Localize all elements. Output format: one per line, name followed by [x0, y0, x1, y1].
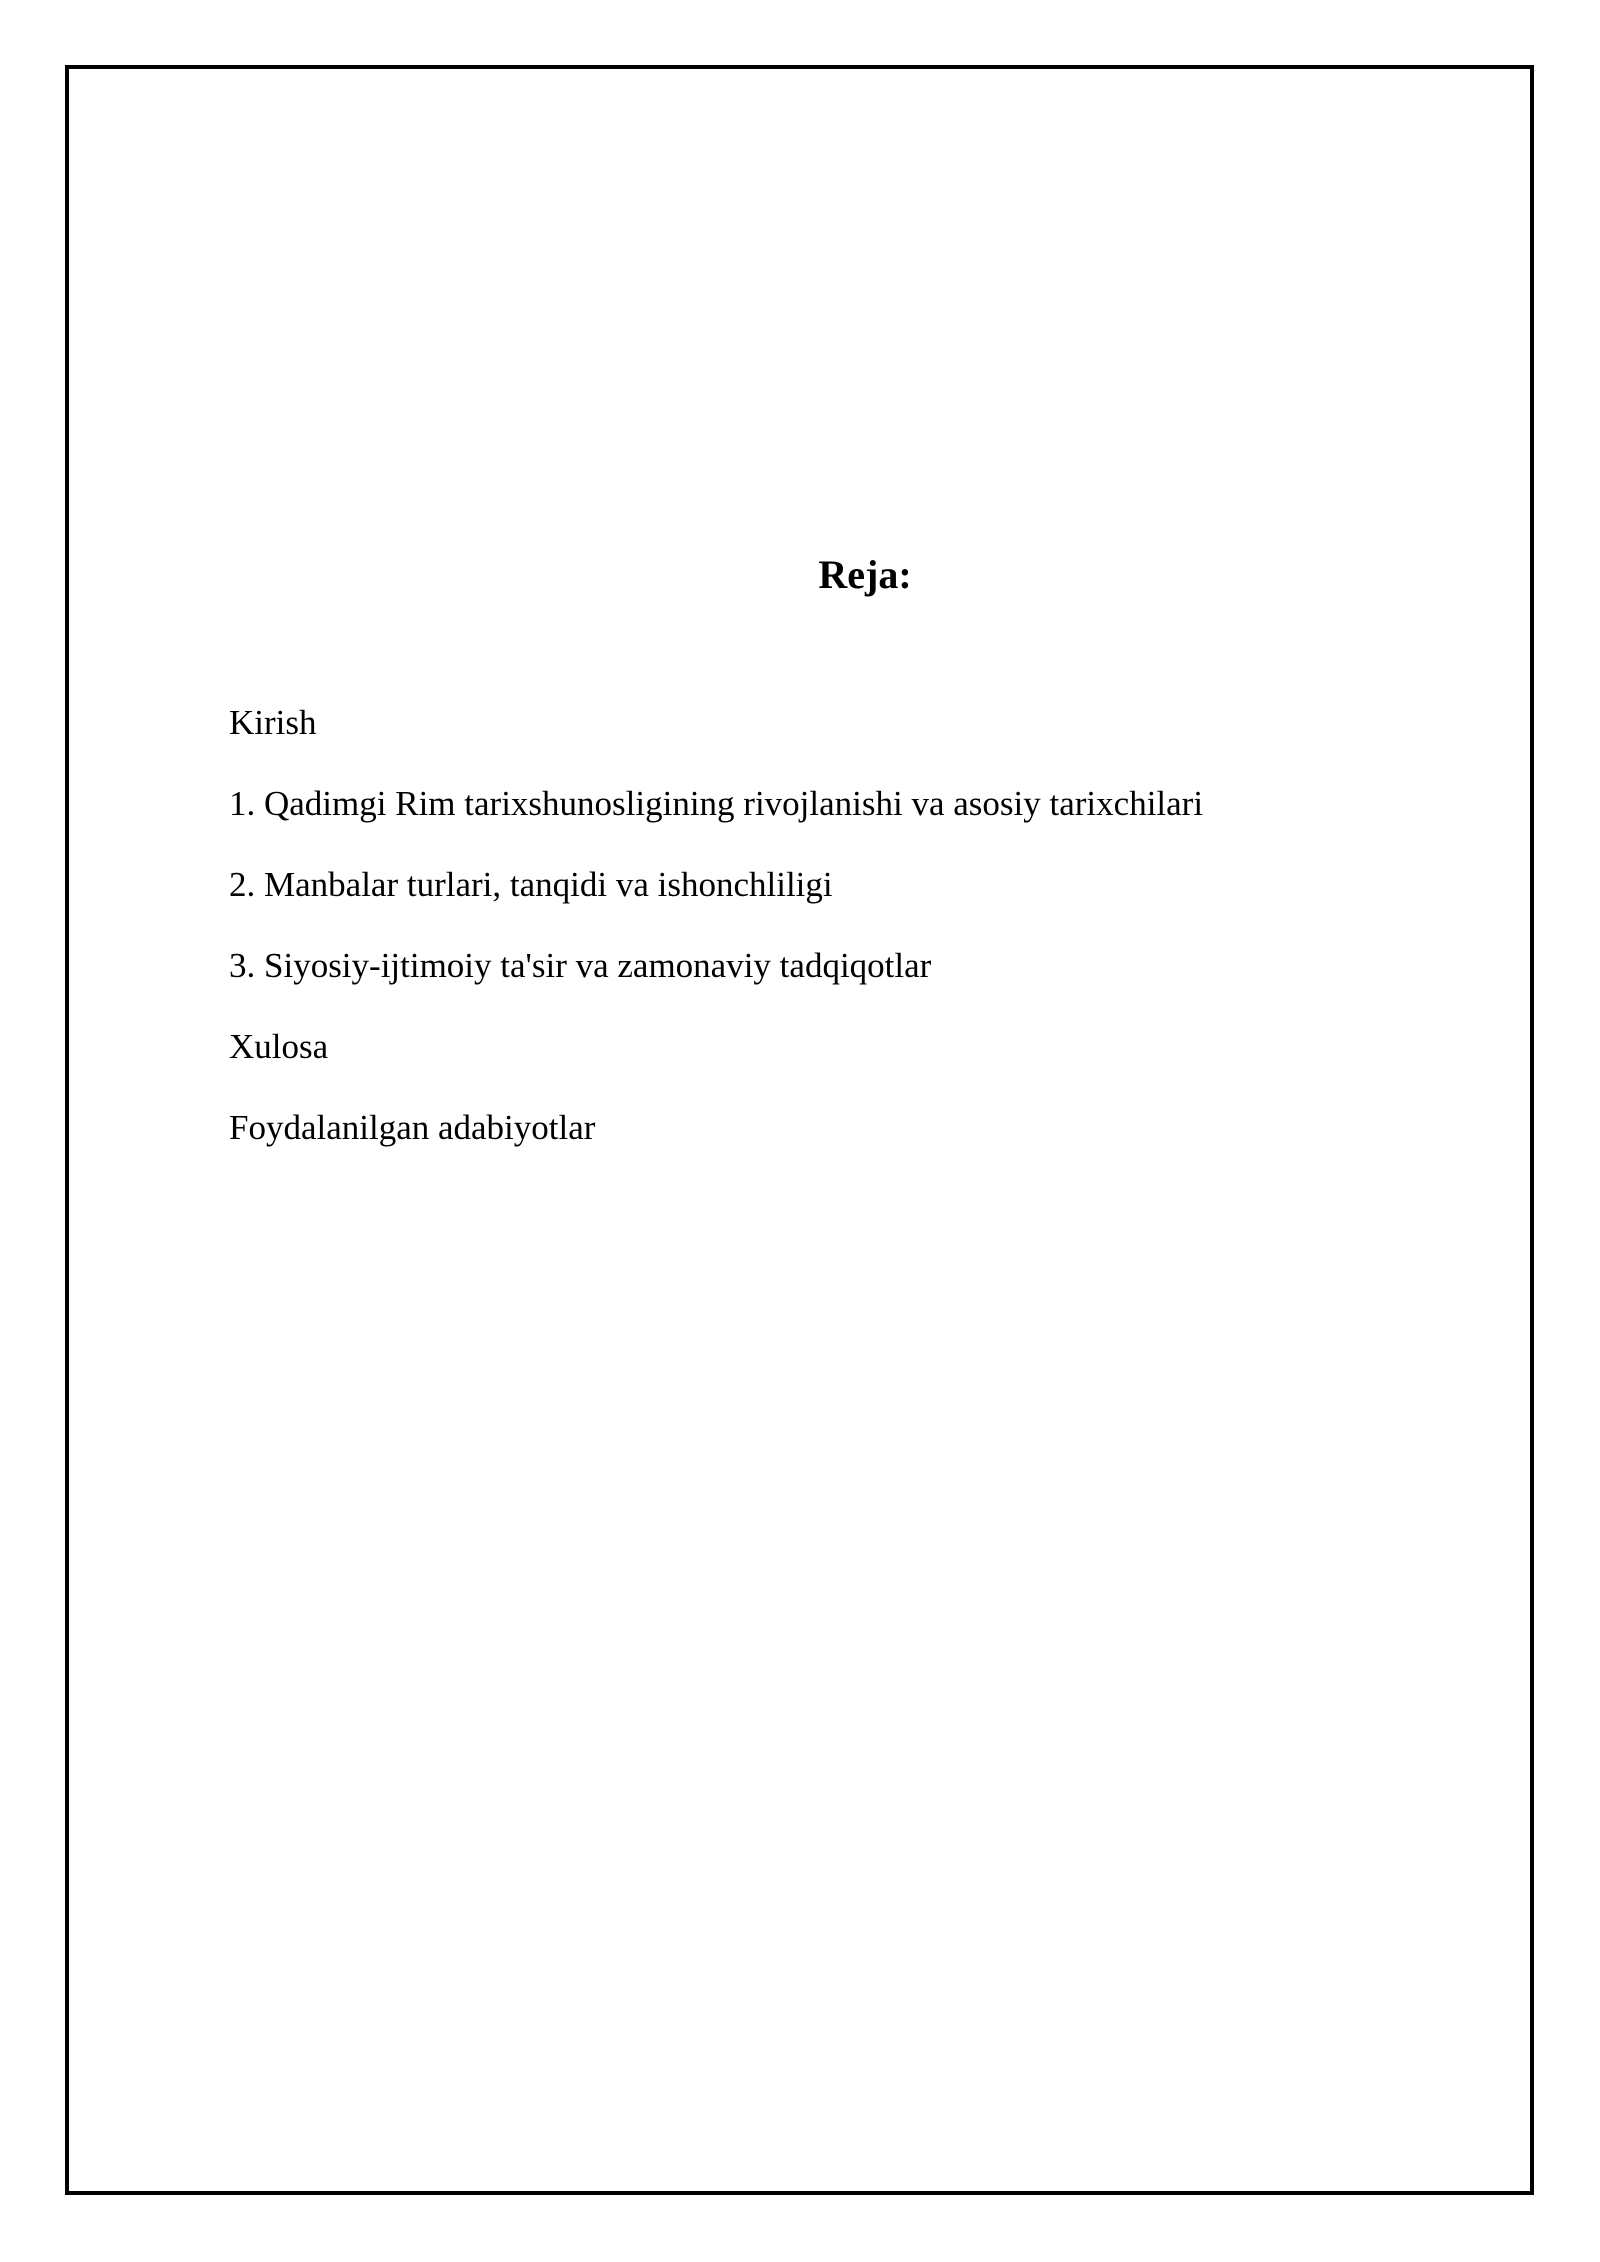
toc-item-section-1: 1. Qadimgi Rim tarixshunosligining rivojlanishi va asosiy tarixchilari — [229, 784, 1204, 823]
toc-item-references: Foydalanilgan adabiyotlar — [229, 1108, 596, 1147]
page-title: Reja: — [818, 552, 912, 597]
table-of-contents — [229, 703, 1203, 1189]
toc-item-conclusion: Xulosa — [229, 1027, 329, 1066]
toc-item-section-3: 3. Siyosiy-ijtimoiy ta'sir va zamonaviy tadqiqotlar — [229, 946, 932, 985]
toc-item-section-2: 2. Manbalar turlari, tanqidi va ishonchliligi — [229, 865, 833, 904]
toc-item-introduction: Kirish — [229, 703, 317, 742]
